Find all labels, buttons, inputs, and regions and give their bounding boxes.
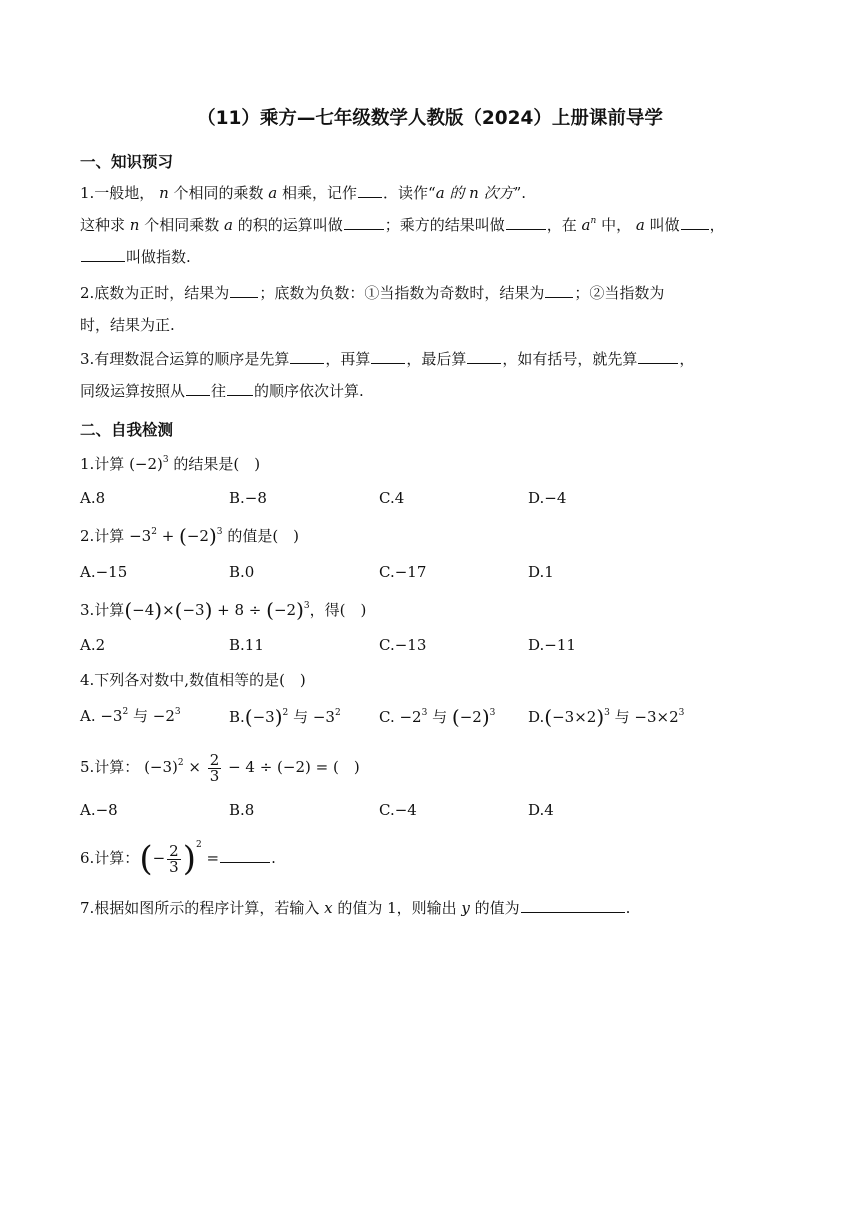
answer-blank[interactable] [467,349,501,364]
check-question-4: 4.下列各对数中,数值相等的是( ) [80,671,306,689]
check-question-1: 1.计算 $(-2)^3$ 的结果是( ) [80,455,261,473]
preview-question-1-line-2: 这种求 n 个相同乘数 a 的积的运算叫做 ；乘方的结果叫做 ，在 $a^n$ 中， a 叫做 ， [80,216,725,234]
check-question-5: 5.计算： $(-3)^2$ × $\frac{2}{3}$ − 4 ÷ (−2) = ( ) [80,750,360,785]
answer-blank[interactable] [545,283,573,298]
check-question-2: 2.计算 $-3^2 + (-2)^3$ 的值是( ) [80,524,300,548]
check-question-2-options [80,563,780,585]
answer-blank[interactable] [681,215,709,230]
option-c[interactable]: C.4 [379,489,405,507]
answer-blank[interactable] [220,848,270,863]
check-question-3-options [80,636,780,658]
answer-blank[interactable] [371,349,405,364]
answer-blank[interactable] [290,349,324,364]
section-heading-preview: 一、知识预习 [80,153,174,171]
option-d[interactable]: $D.(-3\times 2)^3$ 与 $-3\times 2^3$ [528,705,685,729]
preview-question-2-line-2: 时，结果为正. [80,316,175,334]
option-d[interactable]: D.−4 [528,489,567,507]
preview-question-1: 1.一般地， n 个相同的乘数 a 相乘，记作 ．读作“a 的 n 次方”. [80,184,527,202]
answer-blank[interactable] [227,381,253,396]
page-title: （11）乘方—七年级数学人教版（2024）上册课前导学 [197,108,663,129]
check-question-1-options [80,489,780,511]
answer-blank[interactable] [358,183,382,198]
check-question-3: 3.计算$(-4)\times(-3) + 8 \div (-2)^3$，得( ) [80,598,367,622]
answer-blank[interactable] [638,349,678,364]
section-heading-self-check: 二、自我检测 [80,421,174,439]
fraction: $\frac{2}{3}$ [169,841,179,876]
option-a[interactable]: A.8 [80,489,106,507]
option-c[interactable]: C.−13 [379,636,427,654]
check-question-6: 6.计算：(− $\frac{2}{3}$ )$^2$ = . [80,839,276,879]
option-a[interactable]: A. $-3^2$ 与 $-2^3$ [80,707,181,725]
option-b[interactable]: B.11 [229,636,264,654]
option-a[interactable]: A.−8 [80,801,118,819]
option-b[interactable]: B.8 [229,801,255,819]
check-question-5-options [80,801,780,823]
answer-blank[interactable] [186,381,210,396]
answer-blank[interactable] [506,215,546,230]
option-c[interactable]: C.−4 [379,801,417,819]
option-a[interactable]: A.−15 [80,563,128,581]
check-question-7: 7.根据如图所示的程序计算，若输入 x 的值为 1，则输出 y 的值为 . [80,899,631,917]
option-b[interactable]: B.−8 [229,489,267,507]
fraction: $\frac{2}{3}$ [209,750,220,785]
check-question-4-options [80,705,780,727]
option-c[interactable]: C. $-2^3$ 与 $(-2)^3$ [379,705,496,729]
preview-question-1-line-3: 叫做指数. [80,246,191,268]
preview-question-2: 2.底数为正时，结果为 ；底数为负数：①当指数为奇数时，结果为 ；②当指数为 [80,284,665,302]
answer-blank[interactable] [521,898,625,913]
option-d[interactable]: D.−11 [528,636,576,654]
option-b[interactable]: B.0 [229,563,255,581]
preview-question-3-line-2: 同级运算按照从 往 的顺序依次计算. [80,382,364,400]
preview-question-3: 3.有理数混合运算的顺序是先算 ，再算 ，最后算 ，如有括号，就先算 ， [80,350,695,368]
answer-blank[interactable] [344,215,384,230]
option-b[interactable]: $B.(-3)^2$ 与 $-3^2$ [229,705,341,729]
option-c[interactable]: C.−17 [379,563,427,581]
option-d[interactable]: D.1 [528,563,554,581]
option-d[interactable]: D.4 [528,801,554,819]
answer-blank[interactable] [81,247,125,262]
answer-blank[interactable] [230,283,258,298]
option-a[interactable]: A.2 [80,636,106,654]
